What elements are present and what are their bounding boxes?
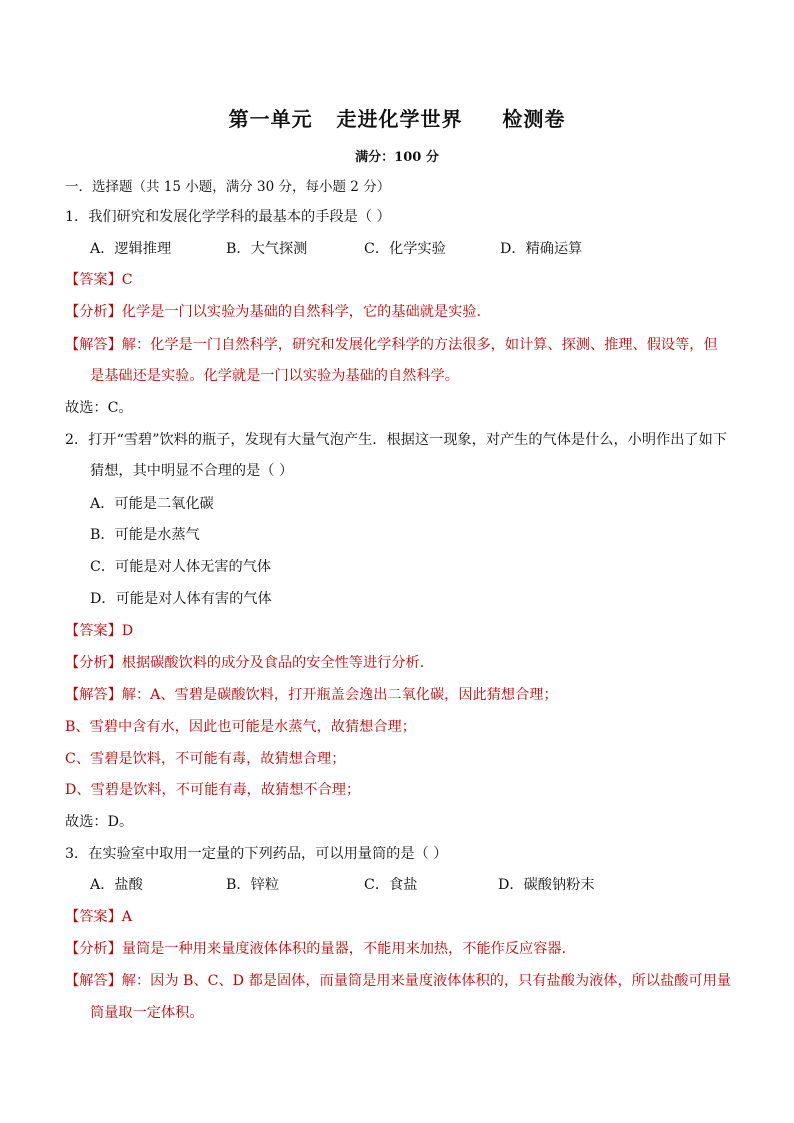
q1-choice: 故选：C。	[65, 400, 133, 416]
q2-solution-text1: 解：A、雪碧是碳酸饮料，打开瓶盖会逸出二氧化碳，因此猜想合理；	[121, 687, 558, 703]
q1-option-b: B．大气探测	[226, 241, 308, 257]
q1-stem: 1．我们研究和发展化学学科的最基本的手段是（ ）	[65, 209, 391, 225]
q2-option-b: B．可能是水蒸气	[90, 527, 200, 543]
answer-tag: 【答案】	[65, 272, 122, 288]
solution-tag: 【解答】	[65, 337, 122, 353]
q3-answer: A	[121, 909, 133, 925]
q1-solution-line1	[65, 336, 718, 354]
full-score: 满分：100 分	[355, 150, 439, 165]
q3-answer-line	[65, 908, 132, 926]
q3-option-a: A．盐酸	[90, 877, 143, 893]
solution-tag: 【解答】	[65, 973, 122, 989]
q2-option-c: C．可能是对人体无害的气体	[90, 559, 272, 575]
q3-option-d: D．碳酸钠粉末	[498, 877, 595, 893]
q2-solution-line3: C、雪碧是饮料，不可能有毒，故猜想合理；	[65, 751, 346, 767]
q2-analysis: 根据碳酸饮料的成分及食品的安全性等进行分析．	[121, 655, 434, 671]
q1-option-d: D．精确运算	[500, 241, 583, 257]
q2-answer-line	[65, 622, 133, 640]
section-heading: 一．选择题（共 15 小题，满分 30 分，每小题 2 分）	[65, 179, 391, 195]
q3-analysis: 量筒是一种用来量度液体体积的量器，不能用来加热，不能作反应容器．	[121, 941, 576, 957]
q1-analysis-line	[65, 303, 491, 321]
q2-stem-line2: 猜想，其中明显不合理的是（ ）	[90, 463, 294, 479]
q1-analysis: 化学是一门以实验为基础的自然科学，它的基础就是实验．	[121, 304, 491, 320]
q1-solution-line2: 是基础还是实验。化学就是一门以实验为基础的自然科学。	[90, 368, 459, 384]
q3-solution-text1: 解：因为 B、C、D 都是固体，而量筒是用来量度液体体积的，只有盐酸为液体，所以盐酸可用量	[121, 973, 731, 989]
q3-option-c: C．食盐	[364, 877, 418, 893]
q1-answer-line	[65, 271, 133, 289]
page-title: 第一单元 走进化学世界 检测卷	[228, 107, 566, 131]
analysis-tag: 【分析】	[65, 941, 122, 957]
solution-tag: 【解答】	[65, 687, 122, 703]
q2-stem-line1: 2．打开“雪碧”饮料的瓶子，发现有大量气泡产生．根据这一现象，对产生的气体是什么，小明作出了如下	[65, 432, 727, 448]
q2-solution-line2: B、雪碧中含有水，因此也可能是水蒸气，故猜想合理；	[65, 719, 416, 735]
q2-answer: D	[121, 623, 134, 639]
q3-option-b: B．锌粒	[226, 877, 279, 893]
answer-tag: 【答案】	[65, 623, 122, 639]
q2-solution-line1	[65, 686, 558, 704]
q2-option-a: A．可能是二氧化碳	[90, 496, 214, 512]
q3-solution-line2: 筒量取一定体积。	[90, 1005, 204, 1021]
q2-option-d: D．可能是对人体有害的气体	[90, 591, 272, 607]
q1-option-a: A．逻辑推理	[90, 241, 172, 257]
analysis-tag: 【分析】	[65, 655, 122, 671]
q3-analysis-line	[65, 940, 576, 958]
answer-tag: 【答案】	[65, 909, 122, 925]
q3-stem: 3．在实验室中取用一定量的下列药品，可以用量筒的是（ ）	[65, 846, 448, 862]
q1-option-c: C．化学实验	[364, 241, 446, 257]
q3-solution-line1	[65, 972, 731, 990]
q2-choice: 故选：D。	[65, 814, 134, 830]
analysis-tag: 【分析】	[65, 304, 122, 320]
q2-analysis-line	[65, 654, 434, 672]
q1-answer: C	[121, 272, 133, 288]
q2-solution-line4: D、雪碧是饮料，不可能有毒，故猜想不合理；	[65, 782, 361, 798]
q1-solution-text1: 解：化学是一门自然科学，研究和发展化学科学的方法很多，如计算、探测、推理、假设等，但	[121, 337, 718, 353]
